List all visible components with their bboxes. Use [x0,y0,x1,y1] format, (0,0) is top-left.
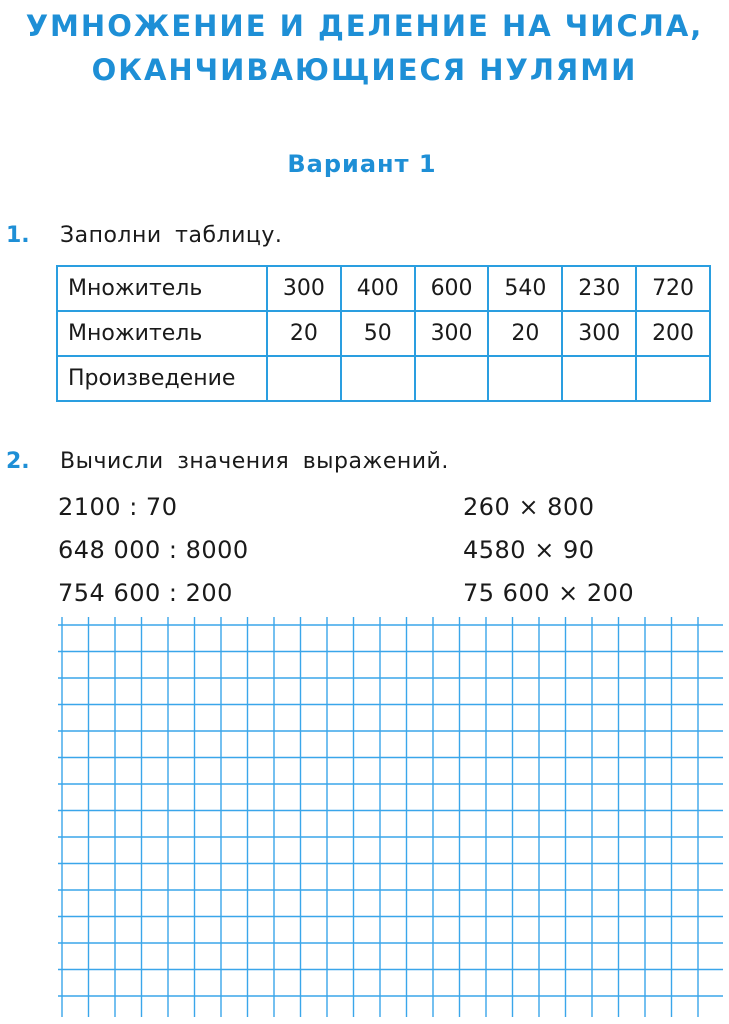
task-1-instruction: Заполни таблицу. [60,223,283,248]
answer-cell[interactable] [488,356,562,401]
answer-cell[interactable] [341,356,415,401]
answer-cell[interactable] [415,356,489,401]
expression-left-1: 2100 : 70 [58,493,178,521]
row-label: Множитель [57,311,267,356]
table-cell: 300 [267,266,341,311]
task-1-number: 1. [6,223,30,248]
answer-cell[interactable] [636,356,710,401]
task-2-number: 2. [6,449,30,474]
expression-left-2: 648 000 : 8000 [58,536,249,564]
expression-right-3: 75 600 × 200 [463,579,635,607]
answer-cell[interactable] [562,356,636,401]
row-label: Произведение [57,356,267,401]
multiplication-table [56,265,711,402]
task-2-instruction: Вычисли значения выражений. [60,449,449,474]
table-cell: 720 [636,266,710,311]
table-cell: 300 [415,311,489,356]
expression-right-1: 260 × 800 [463,493,595,521]
table-cell: 540 [488,266,562,311]
squared-work-area[interactable] [58,617,723,1017]
table-cell: 20 [488,311,562,356]
page-title-line-1: УМНОЖЕНИЕ И ДЕЛЕНИЕ НА ЧИСЛА, [25,9,704,43]
table-cell: 600 [415,266,489,311]
table-row-product [57,356,710,401]
table-cell: 20 [267,311,341,356]
table-cell: 50 [341,311,415,356]
answer-cell[interactable] [267,356,341,401]
table-cell: 230 [562,266,636,311]
table-row-multiplier-2 [57,311,710,356]
table-row-multiplier-1 [57,266,710,311]
table-cell: 300 [562,311,636,356]
variant-heading: Вариант 1 [287,150,437,178]
row-label: Множитель [57,266,267,311]
page-title-line-2: ОКАНЧИВАЮЩИЕСЯ НУЛЯМИ [91,53,638,87]
expression-right-2: 4580 × 90 [463,536,595,564]
table-cell: 200 [636,311,710,356]
expression-left-3: 754 600 : 200 [58,579,233,607]
page-title [0,4,729,92]
table-cell: 400 [341,266,415,311]
